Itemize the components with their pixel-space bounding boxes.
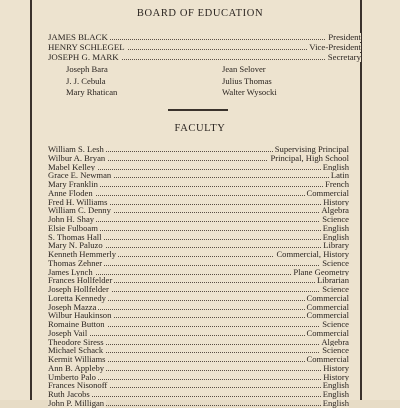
- board-officer-row: [48, 43, 361, 52]
- board-member: Mary Rhatican: [66, 87, 118, 97]
- faculty-subject: Commercial: [306, 354, 349, 364]
- faculty-subject: Commercial: [306, 310, 349, 321]
- faculty-name: Michael Schack: [48, 345, 104, 356]
- faculty-subject: Science: [322, 214, 349, 224]
- faculty-name: Frances Nisonoff: [48, 380, 108, 391]
- faculty-name: Loretta Kennedy: [48, 292, 106, 303]
- board-member: Walter Wysocki: [222, 87, 277, 97]
- left-border-rule: [30, 0, 32, 400]
- faculty-name: S. Thomas Hall: [48, 231, 102, 242]
- faculty-name: James Lynch: [48, 266, 93, 277]
- faculty-name: Grace E. Newman: [48, 170, 112, 181]
- faculty-name: Joseph Mazza: [48, 301, 97, 312]
- dot-leader: [48, 396, 349, 397]
- faculty-subject: Principal, High School: [270, 152, 349, 163]
- faculty-name: Umberto Palo: [48, 371, 96, 382]
- faculty-name: Fred H. Williams: [48, 196, 108, 207]
- faculty-name: Theodore Siress: [48, 336, 104, 347]
- officer-title: Vice-President: [309, 42, 361, 52]
- board-members-right: [222, 64, 277, 99]
- board-member: Joseph Bara: [66, 64, 108, 74]
- faculty-name: Ruth Jacobs: [48, 389, 90, 399]
- faculty-subject: English: [322, 222, 349, 233]
- faculty-name: Mabel Kelley: [48, 161, 96, 172]
- faculty-subject: Science: [322, 257, 349, 268]
- faculty-subject: Commercial: [306, 292, 349, 303]
- faculty-subject: History: [323, 196, 349, 207]
- faculty-name: Wilbur A. Bryan: [48, 152, 106, 163]
- board-officer-row: [48, 33, 361, 42]
- faculty-row: [48, 381, 349, 390]
- faculty-heading: FACULTY: [174, 123, 226, 134]
- faculty-subject: Commercial: [306, 187, 349, 198]
- board-heading: BOARD OF EDUCATION: [136, 8, 264, 19]
- faculty-name: Joseph Vail: [48, 327, 88, 338]
- faculty-subject: French: [325, 179, 349, 189]
- faculty-subject: English: [322, 397, 349, 408]
- faculty-name: Kermit Williams: [48, 354, 106, 364]
- faculty-subject: Commercial: [306, 301, 349, 312]
- faculty-name: John H. Shay: [48, 214, 95, 224]
- board-officer-row: [48, 53, 361, 62]
- faculty-name: William S. Lesh: [48, 144, 104, 154]
- board-member: J. J. Cebula: [66, 75, 106, 86]
- faculty-subject: Library: [323, 240, 349, 251]
- board-member: Jean Selover: [222, 64, 266, 74]
- faculty-name: Ann B. Appleby: [48, 362, 105, 373]
- faculty-subject: History: [323, 371, 349, 382]
- faculty-subject: Plane Geometry: [293, 266, 349, 277]
- faculty-subject: Commercial: [306, 327, 349, 338]
- faculty-name: John P. Milligan: [48, 397, 105, 408]
- faculty-subject: Supervising Principal: [274, 144, 349, 154]
- faculty-subject: Science: [322, 345, 349, 356]
- officer-title: President: [328, 32, 361, 42]
- faculty-name: Anne Floden: [48, 187, 93, 198]
- faculty-name: Kenneth Hemmerly: [48, 249, 117, 259]
- faculty-name: Mary Franklin: [48, 179, 98, 189]
- officer-name: HENRY SCHLEGEL: [48, 42, 125, 52]
- faculty-subject: English: [322, 231, 349, 242]
- faculty-name: Joseph Hollfelder: [48, 284, 109, 294]
- faculty-subject: Science: [322, 284, 349, 294]
- section-divider: [168, 109, 228, 111]
- faculty-name: Wilbur Haukinson: [48, 310, 112, 321]
- faculty-subject: Commercial, History: [276, 249, 349, 259]
- faculty-name: Elsie Fulboam: [48, 222, 98, 233]
- officer-name: JOSEPH G. MARK: [48, 52, 119, 62]
- faculty-subject: Latin: [330, 170, 349, 181]
- faculty-subject: English: [322, 380, 349, 391]
- faculty-subject: Algebra: [321, 205, 349, 216]
- faculty-name: Thomas Zehner: [48, 257, 103, 268]
- faculty-subject: English: [322, 161, 349, 172]
- faculty-subject: History: [323, 362, 349, 373]
- board-members-left: [66, 64, 117, 99]
- faculty-subject: Librarian: [317, 275, 349, 286]
- faculty-subject: Science: [322, 319, 349, 329]
- faculty-name: Frances Hollfelder: [48, 275, 113, 286]
- faculty-row: [48, 180, 349, 189]
- board-member: Julius Thomas: [222, 75, 272, 86]
- faculty-row: [48, 320, 349, 329]
- faculty-subject: Algebra: [321, 336, 349, 347]
- faculty-subject: English: [322, 389, 349, 399]
- faculty-name: Romaine Button: [48, 319, 105, 329]
- officer-title: Secretary: [327, 52, 361, 62]
- faculty-name: William C. Denny: [48, 205, 111, 216]
- officer-name: JAMES BLACK: [48, 32, 108, 42]
- faculty-name: Mary N. Paluzo: [48, 240, 103, 251]
- faculty-row: [48, 399, 349, 408]
